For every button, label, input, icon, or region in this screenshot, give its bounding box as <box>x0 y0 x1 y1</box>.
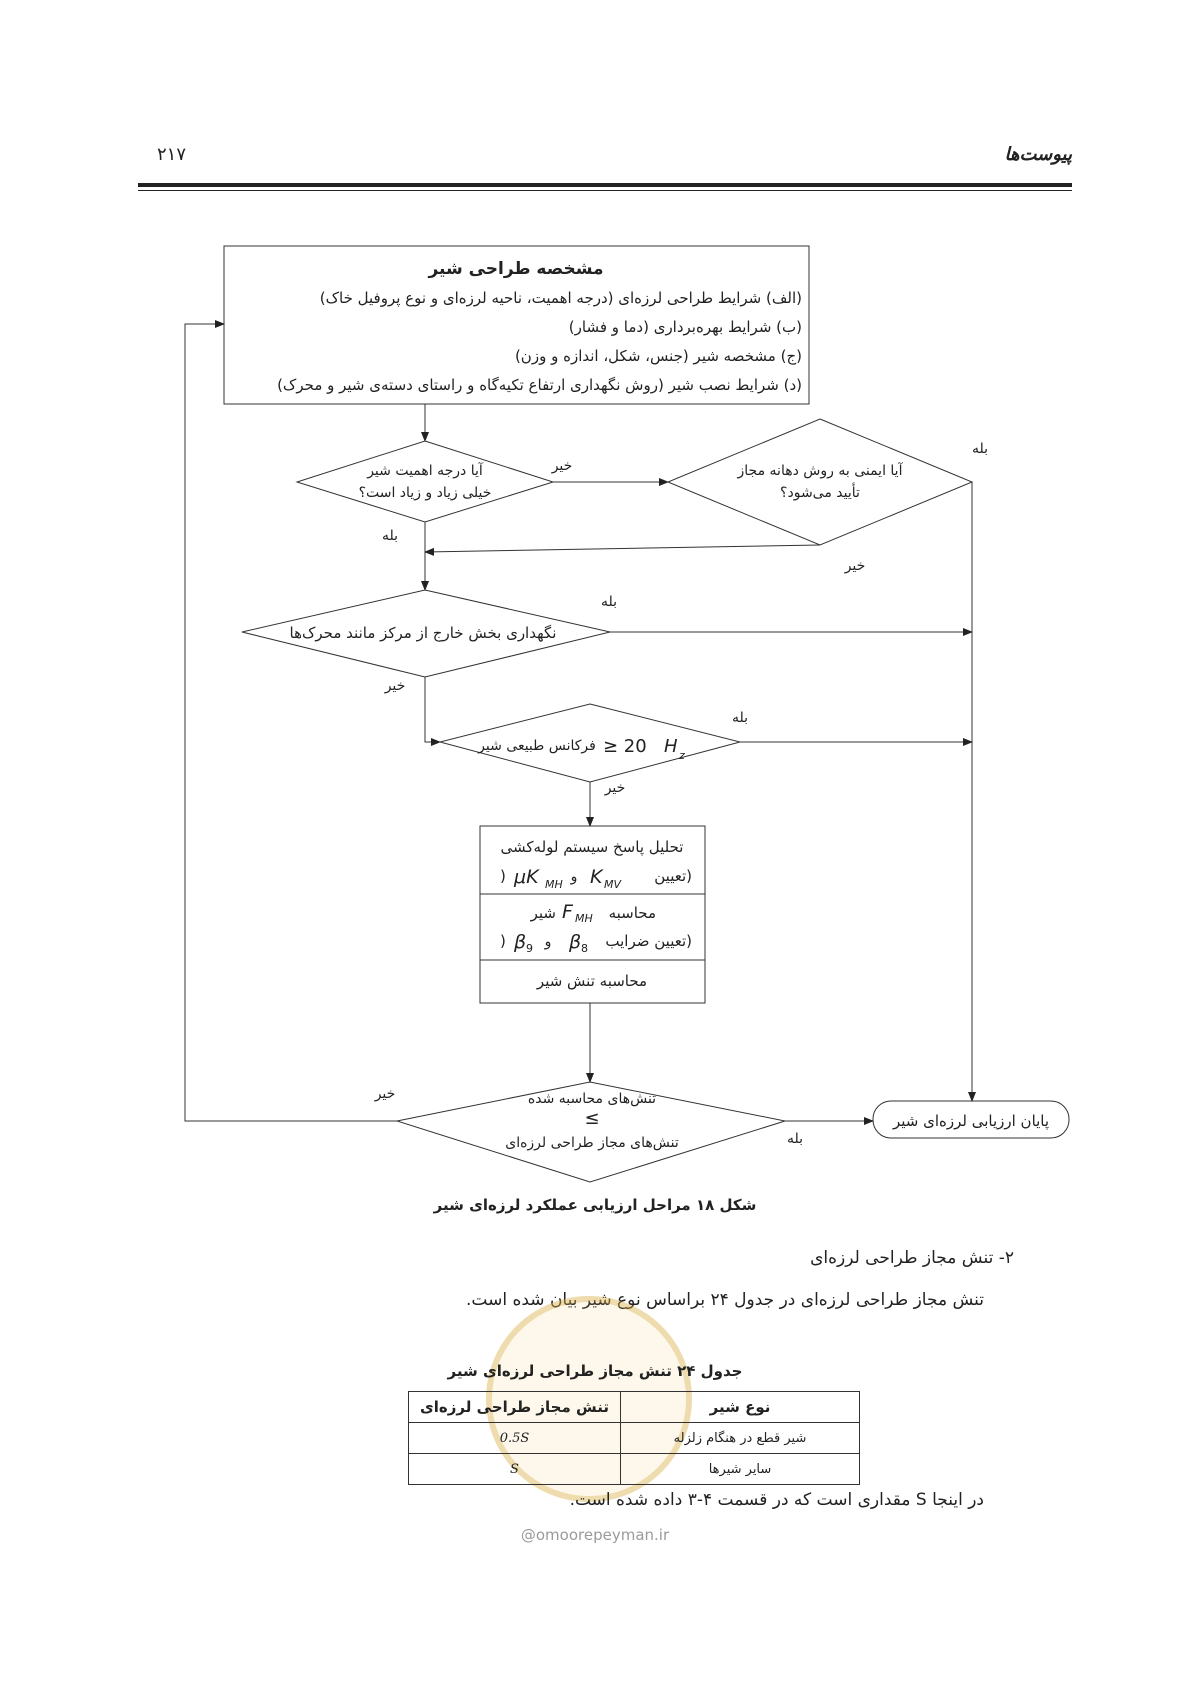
label-yes-eccentric: بله <box>600 594 618 610</box>
label-yes-nozzle: بله <box>971 441 989 457</box>
analysis-line4-prefix: (تعیین ضرایب <box>605 932 692 950</box>
stress-q-line1: تنش‌های محاسبه شده <box>527 1091 657 1107</box>
table-row <box>409 1454 860 1485</box>
section-header-title: پیوست‌ها <box>1004 144 1072 165</box>
label-no-importance: خیر <box>551 458 573 474</box>
cell-stress-value: S <box>409 1454 621 1485</box>
analysis-line3-suffix: شیر <box>530 904 556 922</box>
label-yes-stress: بله <box>786 1131 804 1147</box>
spec-line-a: (الف) شرایط طراحی لرزه‌ای (درجه اهمیت، ناحیه لرزه‌ای و نوع پروفیل خاک) <box>319 289 802 307</box>
label-no-eccentric: خیر <box>384 678 406 694</box>
figure-caption: شکل ۱۸ مراحل ارزیابی عملکرد لرزه‌ای شیر <box>433 1196 757 1214</box>
nozzle-diamond <box>668 419 972 545</box>
eccentric-q: نگهداری بخش خارج از مرکز مانند محرک‌ها <box>289 624 557 642</box>
cell-valve-type: شیر قطع در هنگام زلزله <box>621 1423 860 1454</box>
beta9-symbol: β <box>514 931 527 953</box>
footnote: در اینجا S مقداری است که در قسمت ۴-۳ داده شده است. <box>569 1490 984 1510</box>
stress-q-line2: تنش‌های مجاز طراحی لرزه‌ای <box>505 1135 679 1151</box>
section-paragraph: تنش مجاز طراحی لرزه‌ای در جدول ۲۴ براساس نوع شیر بیان شده است. <box>466 1290 984 1310</box>
label-yes-frequency: بله <box>731 710 749 726</box>
label-no-frequency: خیر <box>604 780 626 796</box>
analysis-line1: تحلیل پاسخ سیستم لوله‌کشی <box>500 838 684 856</box>
analysis-line2-close: ) <box>500 867 506 885</box>
header-allowable-stress: تنش مجاز طراحی لرزه‌ای <box>409 1392 621 1423</box>
spec-line-d: (د) شرایط نصب شیر (روش نگهداری ارتفاع تکیه‌گاه و راستای دسته‌ی شیر و محرک) <box>277 376 802 394</box>
nozzle-q-line2: تأیید می‌شود؟ <box>780 485 860 501</box>
nozzle-q-line1: آیا ایمنی به روش دهانه مجاز <box>737 463 903 479</box>
cell-stress-value: 0.5S <box>409 1423 621 1454</box>
kmh-subscript: MH <box>545 878 563 891</box>
label-no-nozzle: خیر <box>844 558 866 574</box>
stress-q-leq: ≤ <box>584 1108 600 1129</box>
end-label: پایان ارزیابی لرزه‌ای شیر <box>892 1112 1050 1130</box>
beta8-symbol: β <box>569 931 582 953</box>
beta8-subscript: 8 <box>581 942 588 955</box>
watermark-text: @omoorepeyman.ir <box>520 1526 670 1544</box>
table-header-row <box>409 1392 860 1423</box>
spec-line-c: (ج) مشخصه شیر (جنس، شکل، اندازه و وزن) <box>514 347 802 365</box>
analysis-line2-and: و <box>570 869 578 885</box>
frequency-unit-sub: z <box>679 749 685 762</box>
analysis-line4-and: و <box>544 934 552 950</box>
analysis-line2-prefix: (تعیین <box>654 867 692 885</box>
frequency-q: فرکانس طبیعی شیر <box>478 738 596 754</box>
section-heading: ۲- تنش مجاز طراحی لرزه‌ای <box>810 1248 1014 1268</box>
importance-q-line1: آیا درجه اهمیت شیر <box>367 463 483 479</box>
beta9-subscript: 9 <box>526 942 533 955</box>
header-valve-type: نوع شیر <box>621 1392 860 1423</box>
fmh-subscript: MH <box>575 912 593 925</box>
allowable-stress-table <box>408 1391 860 1485</box>
table-title: جدول ۲۴ تنش مجاز طراحی لرزه‌ای شیر <box>447 1362 743 1380</box>
page-number: ۲۱۷ <box>157 144 187 165</box>
frequency-unit: H <box>664 736 678 757</box>
spec-title: مشخصه طراحی شیر <box>428 259 604 279</box>
frequency-value: ≥ 20 <box>603 736 647 757</box>
analysis-line5: محاسبه تنش شیر <box>536 972 648 990</box>
cell-valve-type: سایر شیرها <box>621 1454 860 1485</box>
kmh-symbol: μK <box>514 866 539 888</box>
spec-line-b: (ب) شرایط بهره‌برداری (دما و فشار) <box>568 318 802 336</box>
analysis-line4-close: ) <box>500 932 506 950</box>
analysis-line3-prefix: محاسبه <box>608 904 656 922</box>
importance-q-line2: خیلی زیاد و زیاد است؟ <box>358 485 492 501</box>
importance-diamond <box>297 441 553 522</box>
label-no-stress: خیر <box>374 1086 396 1102</box>
table-row <box>409 1423 860 1454</box>
kmv-subscript: MV <box>604 878 622 891</box>
kmv-symbol: K <box>590 866 603 888</box>
label-yes-importance: بله <box>381 528 399 544</box>
fmh-symbol: F <box>562 901 573 923</box>
